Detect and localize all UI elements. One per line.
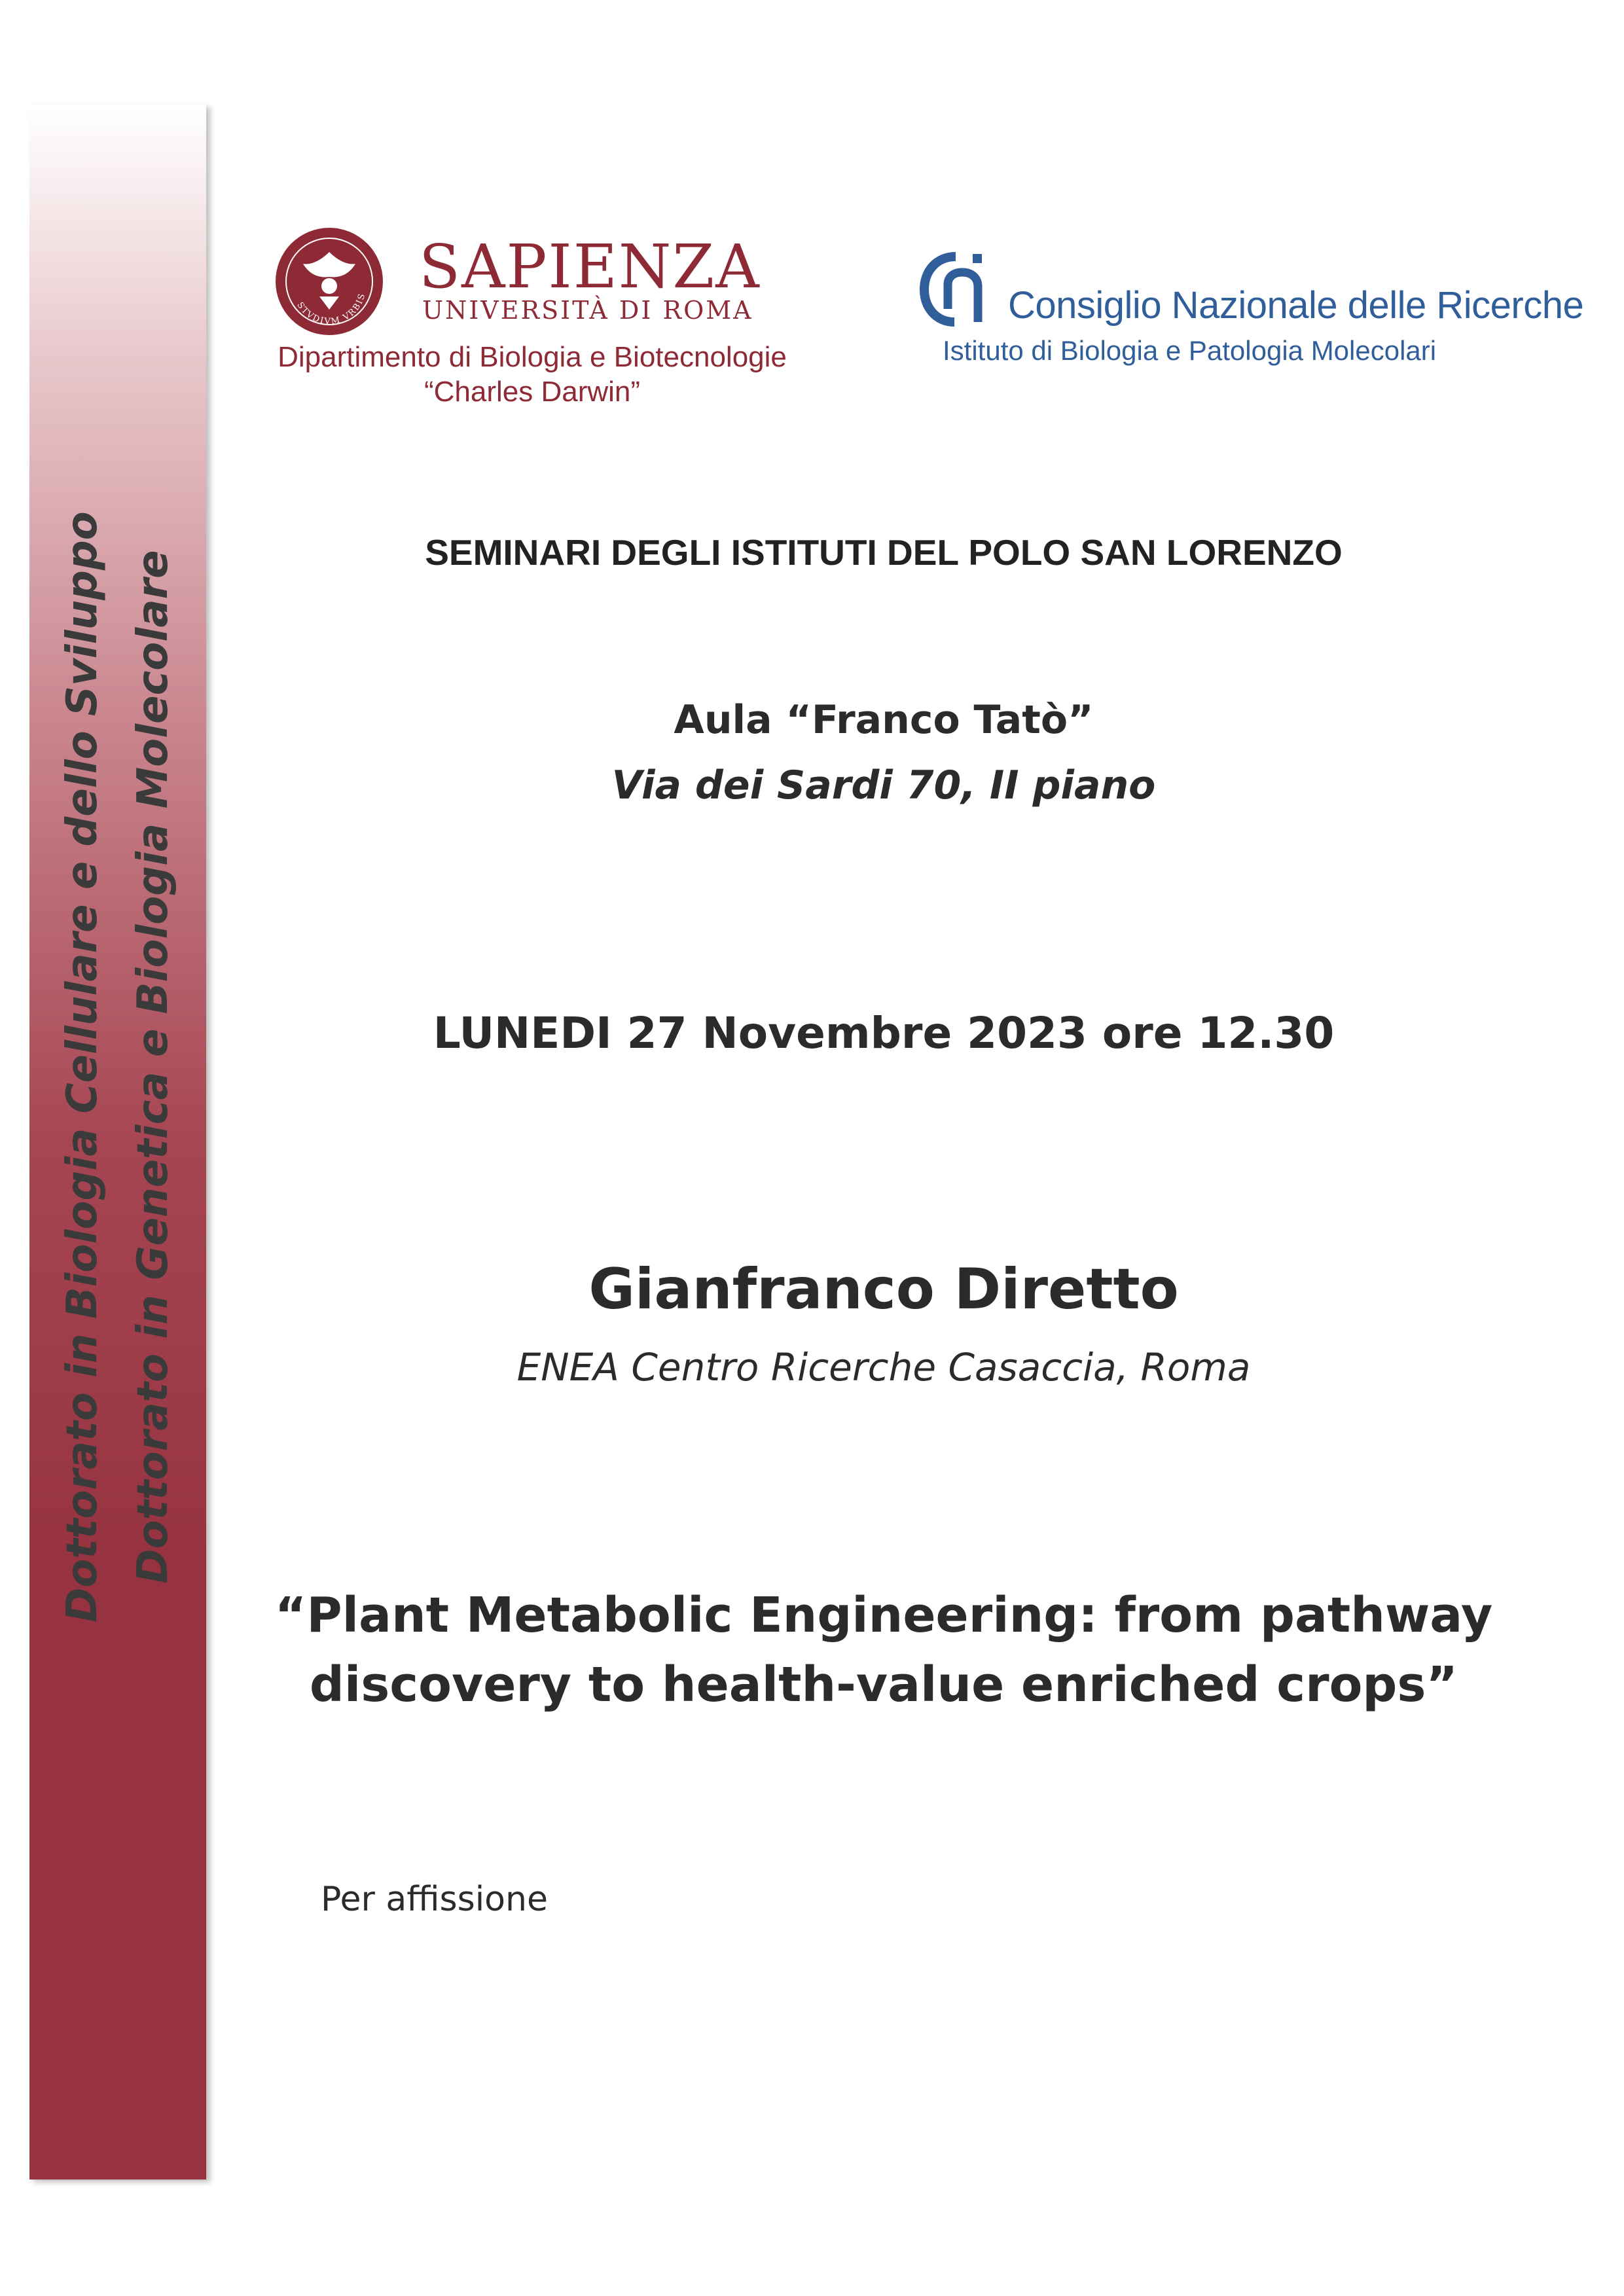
- cnr-logo-icon: [916, 249, 988, 331]
- cnr-name: Consiglio Nazionale delle Ricerche: [1008, 284, 1584, 327]
- talk-title-line-1: “Plant Metabolic Engineering: from pathway: [274, 1587, 1493, 1643]
- sidebar-doctorate-labels: [47, 511, 189, 1623]
- talk-title: [249, 1581, 1519, 1719]
- seminar-series: SEMINARI DEGLI ISTITUTI DEL POLO SAN LORENZO: [425, 532, 1343, 573]
- seal-text: STVDIVM VRBIS: [295, 291, 368, 327]
- room-address: Via dei Sardi 70, II piano: [611, 762, 1156, 808]
- speaker-name: Gianfranco Diretto: [588, 1257, 1179, 1322]
- sidebar-line-2: Dottorato in Genetica e Biologia Molecolare: [129, 550, 177, 1584]
- department-block: [261, 340, 804, 410]
- event-datetime: LUNEDI 27 Novembre 2023 ore 12.30: [433, 1008, 1335, 1058]
- posting-note: Per affissione: [321, 1880, 548, 1919]
- department-subname: “Charles Darwin”: [424, 375, 641, 408]
- sidebar-line-1: Dottorato in Biologia Cellulare e dello Sviluppo: [58, 511, 107, 1623]
- department-name: Dipartimento di Biologia e Biotecnologie: [278, 341, 787, 373]
- cnr-institute: Istituto di Biologia e Patologia Molecolari: [943, 335, 1437, 366]
- sapienza-name: SAPIENZA: [419, 232, 761, 302]
- speaker-affiliation: ENEA Centro Ricerche Casaccia, Roma: [516, 1345, 1251, 1390]
- talk-title-line-2: discovery to health-value enriched crops”: [309, 1657, 1458, 1713]
- sapienza-subtitle: UNIVERSITÀ DI ROMA: [422, 296, 753, 325]
- sapienza-seal-logo: [274, 226, 385, 337]
- room-name: Aula “Franco Tatò”: [674, 697, 1094, 743]
